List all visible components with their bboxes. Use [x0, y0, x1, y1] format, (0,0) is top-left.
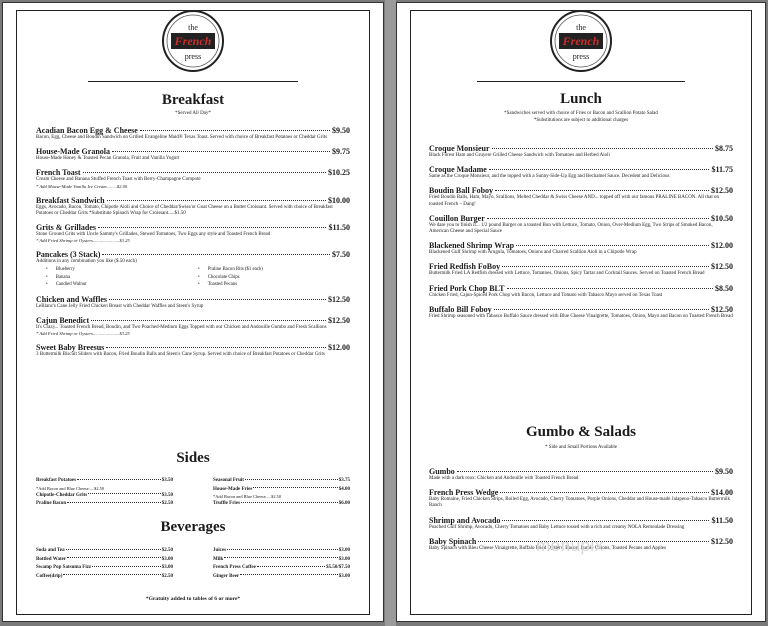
sides-list: [36, 477, 350, 509]
french-press-logo: [161, 9, 225, 73]
item-description: Fried Boudin Balls, Ham, Mayo, Scallions, Melted Cheddar & Swiss Cheese AND... topped off with our famous PRALINE BACON. All that on toasted French – Dang!: [429, 195, 720, 207]
beverage-price: $5.50/$7.50: [326, 565, 350, 570]
item-name: Pancakes (3 Stack): [36, 250, 101, 260]
item-description: Cream Cheese and Banana Stuffed French Toast with Berry-Champagne Compote: [36, 177, 201, 183]
item-name: Shrimp and Avocado: [429, 515, 501, 525]
item-price: $10.00: [328, 195, 350, 205]
beverage-name: Swamp Pop Satsuma Fizz: [36, 565, 92, 570]
menu-item: [429, 516, 733, 531]
beverage-price: $3.00: [338, 573, 350, 579]
lunch-title: Lunch: [560, 91, 602, 107]
beverage-price: $3.00: [161, 556, 173, 562]
beverage-item: [36, 547, 173, 556]
beverage-name: Milk: [213, 556, 224, 562]
beverage-name: Soda and Tea: [36, 548, 65, 553]
svg-text:press: press: [184, 52, 202, 61]
side-price: $3.50: [161, 478, 173, 483]
header-rule: [88, 81, 298, 82]
beverage-item: [213, 573, 350, 582]
item-description: Blackened Gulf Shrimp with Arugula, Tomatoes, Onions and Charred Scallion Aioli in a Chipotle Wrap: [429, 250, 637, 256]
side-name: House-Made Fries: [213, 486, 253, 492]
item-name: Gumbo: [429, 467, 455, 476]
item-name: Fried Pork Chop BLT: [429, 283, 505, 293]
item-name: Baby Spinach: [429, 536, 477, 546]
svg-text:press: press: [572, 52, 590, 61]
side-item: [36, 492, 173, 501]
sides-title: Sides: [176, 450, 210, 466]
item-price: $8.50: [715, 283, 733, 293]
beverage-price: $2.50: [161, 573, 173, 579]
breakfast-title: Breakfast: [161, 92, 225, 108]
beverage-name: French Press Coffee: [213, 565, 256, 570]
menu-item: [429, 284, 733, 299]
addition-item: • Chocolate Chips: [198, 274, 350, 282]
item-description: 3 Buttermilk Biscuit Sliders with Bacon, Fried Boudin Balls and Steen's Cane Syrup. Served with choice of Breakfast Potatoes or Cheddar Grits: [36, 352, 325, 358]
breakfast-note: *Served All Day*: [175, 111, 211, 116]
item-name: French Press Wedge: [429, 488, 499, 498]
side-price: $3.75: [338, 478, 350, 483]
beverage-item: [213, 564, 350, 573]
item-name: Cajun Benedict: [36, 316, 90, 326]
beverages-title: Beverages: [160, 519, 226, 535]
item-name: Acadian Bacon Egg & Cheese: [36, 126, 138, 135]
item-description: Bacon, Egg, Cheese and Boudin Sandwich on Grilled Evangeline Maid® Texas Toast. Served with choice of Breakfast Potatoes or Cheddar Grits: [36, 135, 328, 140]
item-name: Fried Redfish FoBoy: [429, 262, 501, 272]
side-price: $2.50: [161, 501, 173, 506]
svg-text:French: French: [174, 34, 212, 48]
gratuity-note: *Gratuity added to tables of 6 or more*: [145, 596, 241, 602]
beverage-item: [36, 564, 173, 573]
beverage-name: Ginger Beer: [213, 573, 240, 579]
item-price: $12.00: [328, 343, 350, 353]
item-price: $11.50: [328, 223, 350, 233]
gumbo-title: Gumbo & Salads: [525, 424, 637, 440]
beverage-item: [36, 573, 173, 582]
beverage-name: Juices: [213, 548, 227, 553]
item-description: It's Crazy... Toasted French Bread, Boudin, and Two Poached-Medium Eggs Topped with our Chicken and Andouille Gumbo and Fresh Scallions: [36, 325, 327, 331]
item-price: $12.50: [328, 316, 350, 326]
item-name: Blackened Shrimp Wrap: [429, 241, 515, 251]
lunch-items: [429, 144, 733, 326]
beverage-price: $3.00: [161, 565, 173, 570]
item-description: Fried Shrimp seasoned with Tabasco Buffalo Sauce dressed with Blue Cheese Vinaigrette, Tomatoes, Onion, Mayo and Bacon on Toasted French Bread: [429, 313, 733, 319]
side-name: Chipotle-Cheddar Grits: [36, 492, 88, 498]
menu-item: [429, 305, 733, 320]
item-price: $9.50: [332, 126, 350, 135]
svg-text:the: the: [576, 23, 586, 32]
lunch-page: [396, 2, 766, 622]
item-description: Same as the Croque Monsieur, and the topped with a Sunny-Side-Up Egg and Bechamel Sauce. Decedent and Delicious: [429, 174, 670, 180]
item-price: $11.75: [711, 165, 733, 175]
item-price: $12.50: [711, 304, 733, 314]
header-rule: [477, 81, 685, 82]
menu-item: [36, 316, 350, 337]
side-name: Praline Bacon: [36, 501, 67, 506]
item-price: $7.50: [332, 250, 350, 260]
beverage-item: [36, 556, 173, 565]
item-price: $12.00: [711, 241, 733, 251]
menu-item: [429, 467, 733, 482]
item-description: Baby Spinach with Bleu Cheese Vinaigrette, Buffalo Fried Oysters, Bacon, Purple Onions, Toasted Pecans and Apples: [429, 545, 666, 551]
beverage-price: $2.50: [161, 548, 173, 553]
beverage-name: Bottled Water: [36, 556, 67, 562]
side-item: [213, 477, 350, 486]
beverage-price: $3.00: [338, 556, 350, 562]
menu-item: [36, 196, 350, 217]
side-item: [36, 477, 173, 486]
menu-item: [429, 488, 733, 509]
side-price: $3.50: [161, 492, 173, 498]
item-price: $10.25: [328, 168, 350, 178]
item-price: $14.00: [711, 488, 733, 498]
item-name: Couillon Burger: [429, 213, 485, 223]
item-name: House-Made Granola: [36, 147, 110, 157]
item-description: Buttermilk Fried LA Redfish dressed with Lettuce, Tomatoes, Onions, Spicy Tartar and Cocktail Sauces. Served on Toasted French Bread: [429, 271, 705, 277]
item-price: $9.50: [715, 467, 733, 476]
addition-item: • Praline Bacon Bits ($1 each): [198, 266, 350, 274]
menu-item: [36, 295, 350, 310]
beverage-item: [213, 547, 350, 556]
item-addon: * Add Mouse-Made Vanilla Ice Cream.........$2.00: [36, 183, 128, 189]
side-name: Seasonal Fruit: [213, 478, 244, 483]
beverages-list: [36, 547, 350, 581]
side-item: [213, 486, 350, 495]
item-description: Poached Gulf Shrimp, Avocado, Cherry Tomatoes and Baby Lettuce tossed with a rich and creamy NOLA Remoulade Dressing: [429, 524, 685, 530]
item-name: Buffalo Bill Foboy: [429, 304, 492, 314]
page-gap: [385, 0, 396, 626]
french-press-logo: [549, 9, 613, 73]
item-name: Sweet Baby Breesus: [36, 343, 105, 353]
item-description: Baby Romaine, Fried Chicken Strips, Boiled Egg, Avocado, Cherry Tomatoes, Purple Onions, Cheddar and House-made Jalapeno-Tabasco Buttermilk Ranch: [429, 497, 731, 509]
menu-item: [429, 144, 733, 159]
item-description: Black Forest Ham and Gruyere Grilled Cheese Sandwich with Tomatoes and Herbed Aioli: [429, 153, 610, 158]
item-name: Chicken and Waffles: [36, 294, 107, 304]
menu-item: [429, 241, 733, 256]
pancake-additions: [46, 266, 350, 289]
side-addon: *Add Bacon and Blue Cheese.....$2.50: [36, 485, 105, 491]
menu-item: [36, 223, 350, 244]
item-name: French Toast: [36, 168, 81, 178]
item-addon: * Add Fried Shrimp or Oysters.......................$3.25: [36, 331, 130, 337]
item-description: We dare you to finish it... 1/2 pound Burger on a toasted Bun with Lettuce, Tomato, Onion, Over-Medium Egg, Two Strips of Smoked Bacon, American Cheese and Special Sauce: [429, 222, 713, 235]
svg-text:the: the: [188, 23, 198, 32]
item-description: Chicken Fried, Cajun-Spiced Pork Chop with Bacon, Lettuce and Tomato with Tabasco Mayo served on Texas Toast: [429, 292, 663, 298]
addition-item: • Blueberry: [46, 266, 198, 274]
side-name: Truffle Fries: [213, 501, 240, 506]
item-description: Made with a dark roux: Chicken and Andouille with Toasted French Bread: [429, 476, 579, 481]
item-name: Grits & Grillades: [36, 223, 96, 233]
item-price: $8.75: [715, 144, 733, 153]
beverage-price: $3.00: [338, 548, 350, 553]
menupix-watermark: menupix: [536, 536, 604, 555]
menu-item: [429, 165, 733, 180]
item-price: $10.50: [711, 213, 733, 223]
menu-item: [36, 147, 350, 162]
item-price: $11.50: [711, 515, 733, 525]
gumbo-note: * Side and Small Portions Available: [545, 445, 617, 450]
side-price: $4.00: [338, 486, 350, 492]
breakfast-items: [36, 126, 350, 365]
menu-item: [429, 186, 733, 207]
item-description: House-Made Honey & Toasted Pecan Granola, Fruit and Vanilla Yogurt: [36, 156, 180, 162]
side-addon: *Add Bacon and Blue Cheese.....$2.50: [213, 494, 282, 499]
side-item: [213, 500, 350, 509]
addition-item: • Candied Walnut: [46, 281, 198, 289]
menu-item: [36, 250, 350, 289]
menu-item: [36, 343, 350, 358]
item-price: $12.50: [711, 536, 733, 546]
item-price: $12.50: [711, 262, 733, 272]
item-price: $9.75: [332, 147, 350, 157]
item-name: Croque Monsieur: [429, 144, 490, 153]
item-description: LeBlanc's Cane Jelly Fried Chicken Breast with Cheddar Waffles and Steen's Syrup: [36, 303, 204, 309]
lunch-note: *Sandwiches served with choice of Fries or Bacon and Scallion Potato Salad: [504, 111, 658, 116]
item-description: Stone Ground Grits with Uncle Sammy's Grillades, Stewed Tomatoes, Two Eggs any style and Toasted French Bread: [36, 232, 271, 238]
side-name: Breakfast Potatoes: [36, 478, 77, 483]
side-item: [36, 500, 173, 509]
addition-item: • Toasted Pecans: [198, 281, 350, 289]
item-name: Boudin Ball Foboy: [429, 186, 494, 196]
breakfast-page: [2, 2, 384, 622]
menu-item: [429, 262, 733, 277]
side-price: $6.00: [338, 501, 350, 506]
item-description: Additions in any combination you like ($.50 each): [36, 259, 137, 265]
item-name: Croque Madame: [429, 165, 487, 175]
addition-item: • Banana: [46, 274, 198, 282]
item-name: Breakfast Sandwich: [36, 195, 105, 205]
menu-item: [36, 168, 350, 189]
lunch-note: *Substitutions are subject to additional charges: [533, 118, 629, 123]
item-description: Eggs, Avocado, Bacon, Tomato, Chipotle Aioli and Choice of Cheddar/Swiss/or Goat Cheese on a Butter Croissant. Served with choice of Breakfast Potatoes or Cheddar Grits *Substitute Spinach Wrap for Croissant.....$1.50: [36, 204, 333, 216]
beverage-item: [213, 556, 350, 565]
item-price: $12.50: [328, 294, 350, 304]
beverage-name: Coffee(drip): [36, 573, 63, 579]
menu-item: [429, 214, 733, 235]
svg-text:French: French: [562, 34, 600, 48]
menu-item: [36, 126, 350, 141]
item-price: $12.50: [711, 186, 733, 196]
item-addon: * Add Fried Shrimp or Oysters.......................$3.25: [36, 238, 130, 244]
